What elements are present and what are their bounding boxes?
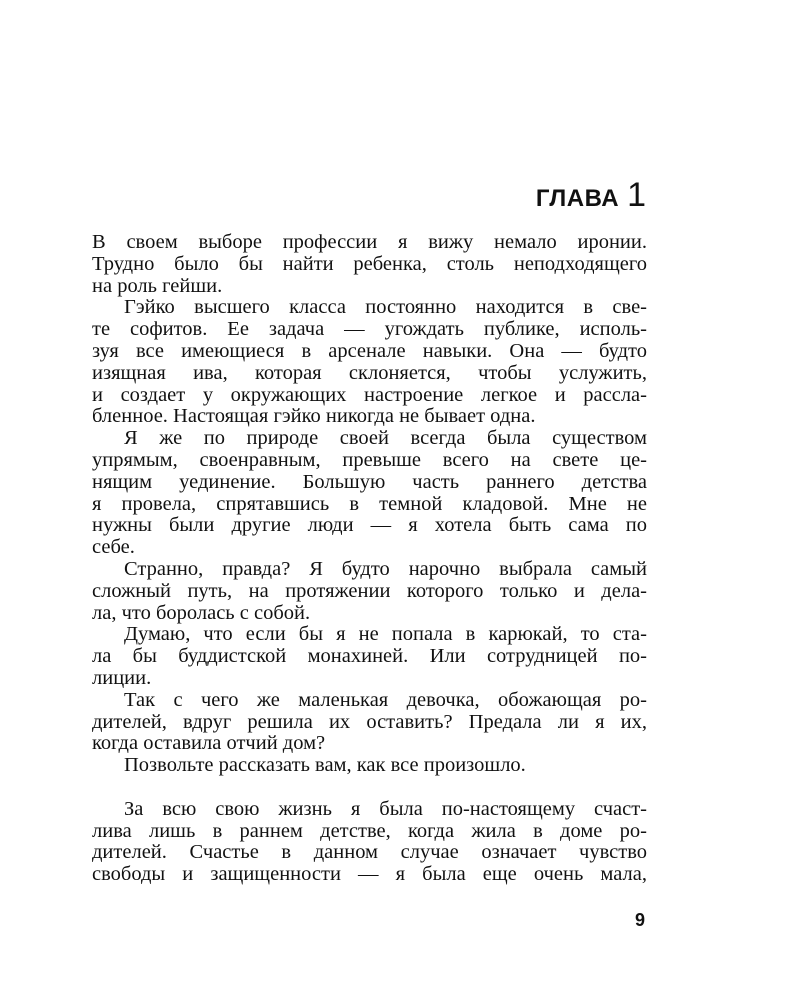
text-line: ла, что боролась с собой.: [92, 601, 311, 624]
text-line: Трудно было бы найти ребенка, столь неподходящего: [92, 252, 647, 275]
paragraph: [92, 297, 647, 428]
paragraph: [92, 428, 647, 559]
paragraph: [92, 690, 647, 755]
text-line: упрямым, своенравным, превыше всего на свете це-: [92, 448, 647, 471]
chapter-word: ГЛАВА: [535, 185, 620, 212]
text-line: дителей, вдруг решила их оставить? Предала ли я их,: [92, 710, 647, 733]
paragraph: [92, 232, 647, 297]
paragraph: [92, 755, 647, 777]
text-line: За всю свою жизнь я была по-настоящему счаст-: [124, 797, 647, 820]
text-line: Думаю, что если бы я не попала в карюкай, то ста-: [124, 623, 647, 646]
paragraph: [92, 624, 647, 689]
chapter-heading: [536, 178, 646, 213]
text-line: себе.: [92, 536, 135, 559]
text-line: нящим уединение. Большую часть раннего детства: [92, 470, 647, 493]
text-line: нужны были другие люди — я хотела быть сама по: [92, 514, 647, 537]
body-text: [92, 232, 647, 886]
text-line: лива лишь в раннем детстве, когда жила в доме ро-: [92, 819, 647, 842]
text-line: В своем выборе профессии я вижу немало иронии.: [92, 231, 647, 253]
text-line: изящная ива, которая склоняется, чтобы услужить,: [92, 361, 647, 384]
paragraph: [92, 799, 647, 886]
text-line: лиции.: [92, 666, 152, 689]
text-line: Я же по природе своей всегда была существом: [124, 427, 647, 450]
text-line: Гэйко высшего класса постоянно находится в све-: [124, 296, 647, 319]
text-line: сложный путь, на протяжении которого только и дела-: [92, 579, 647, 602]
text-line: когда оставила отчий дом?: [92, 732, 326, 755]
text-line: я провела, спрятавшись в темной кладовой. Мне не: [92, 492, 647, 515]
text-line: и создает у окружающих настроение легкое и рассла-: [92, 383, 647, 406]
text-line: Странно, правда? Я будто нарочно выбрала самый: [124, 557, 647, 580]
text-line: Позвольте рассказать вам, как все произошло.: [124, 754, 526, 777]
text-line: ла бы буддистской монахиней. Или сотрудницей по-: [92, 645, 647, 668]
chapter-number: 1: [627, 176, 646, 214]
page-number: 9: [634, 910, 645, 930]
section-break: [92, 777, 647, 799]
text-line: на роль гейши.: [92, 274, 223, 297]
text-line: те софитов. Ее задача — угождать публике, исполь-: [92, 318, 647, 341]
text-line: свободы и защищенности — я была еще очень мала,: [92, 863, 647, 886]
text-line: зуя все имеющиеся в арсенале навыки. Она — будто: [92, 339, 647, 362]
text-line: дителей. Счастье в данном случае означает чувство: [92, 841, 647, 864]
text-line: Так с чего же маленькая девочка, обожающая ро-: [124, 688, 647, 711]
paragraph: [92, 559, 647, 624]
text-line: бленное. Настоящая гэйко никогда не бывает одна.: [92, 405, 536, 428]
